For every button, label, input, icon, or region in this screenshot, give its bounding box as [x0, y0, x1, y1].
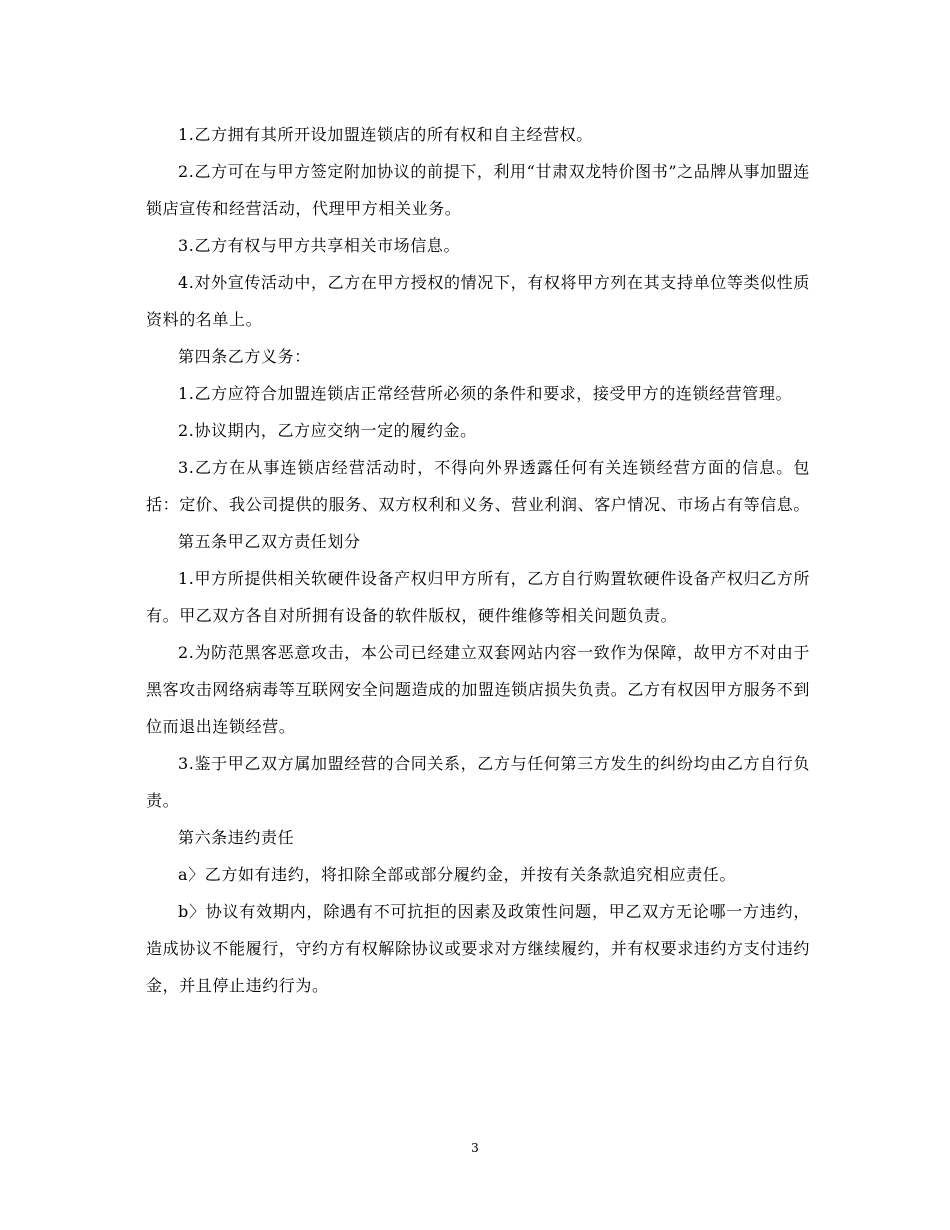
paragraph-rights-1: 1.乙方拥有其所开设加盟连锁店的所有权和自主经营权。 — [178, 125, 593, 144]
paragraph-rights-2: 2.乙方可在与甲方签定附加协议的前提下，利用“甘肃双龙特价图书”之品牌从事加盟连锁店宣传和经营活动，代理甲方相关业务。 — [146, 162, 810, 218]
document-body — [146, 116, 810, 1004]
paragraph-obligation-3: 3.乙方在从事连锁店经营活动时，不得向外界透露任何有关连锁经营方面的信息。包括：定价、我公司提供的服务、双方权利和义务、营业利润、客户情况、市场占有等信息。 — [146, 458, 811, 514]
section-heading-article-4: 第四条乙方义务： — [178, 347, 311, 366]
paragraph-breach-b: b〉协议有效期内，除遇有不可抗拒的因素及政策性问题，甲乙双方无论哪一方违约，造成协议不能履行，守约方有权解除协议或要求对方继续履约，并有权要求违约方支付违约金，并且停止违约行为。 — [146, 902, 811, 995]
paragraph-responsibility-2: 2.为防范黑客恶意攻击，本公司已经建立双套网站内容一致作为保障，故甲方不对由于黑客攻击网络病毒等互联网安全问题造成的加盟连锁店损失负责。乙方有权因甲方服务不到位而退出连锁经营。 — [146, 643, 811, 736]
paragraph-obligation-1: 1.乙方应符合加盟连锁店正常经营所必须的条件和要求，接受甲方的连锁经营管理。 — [178, 384, 793, 403]
paragraph-responsibility-3: 3.鉴于甲乙双方属加盟经营的合同关系，乙方与任何第三方发生的纠纷均由乙方自行负责。 — [146, 754, 810, 810]
paragraph-responsibility-1: 1.甲方所提供相关软硬件设备产权归甲方所有，乙方自行购置软硬件设备产权归乙方所有。甲乙双方各自对所拥有设备的软件版权，硬件维修等相关问题负责。 — [146, 569, 810, 625]
page-number: 3 — [471, 1141, 479, 1155]
section-heading-article-5: 第五条甲乙双方责任划分 — [178, 532, 361, 551]
paragraph-rights-3: 3.乙方有权与甲方共享相关市场信息。 — [178, 236, 461, 255]
paragraph-rights-4: 4.对外宣传活动中，乙方在甲方授权的情况下，有权将甲方列在其支持单位等类似性质资料的名单上。 — [146, 273, 810, 329]
paragraph-obligation-2: 2.协议期内，乙方应交纳一定的履约金。 — [178, 421, 477, 440]
paragraph-breach-a: a〉乙方如有违约，将扣除全部或部分履约金，并按有关条款追究相应责任。 — [178, 865, 736, 884]
section-heading-article-6: 第六条违约责任 — [178, 828, 295, 847]
